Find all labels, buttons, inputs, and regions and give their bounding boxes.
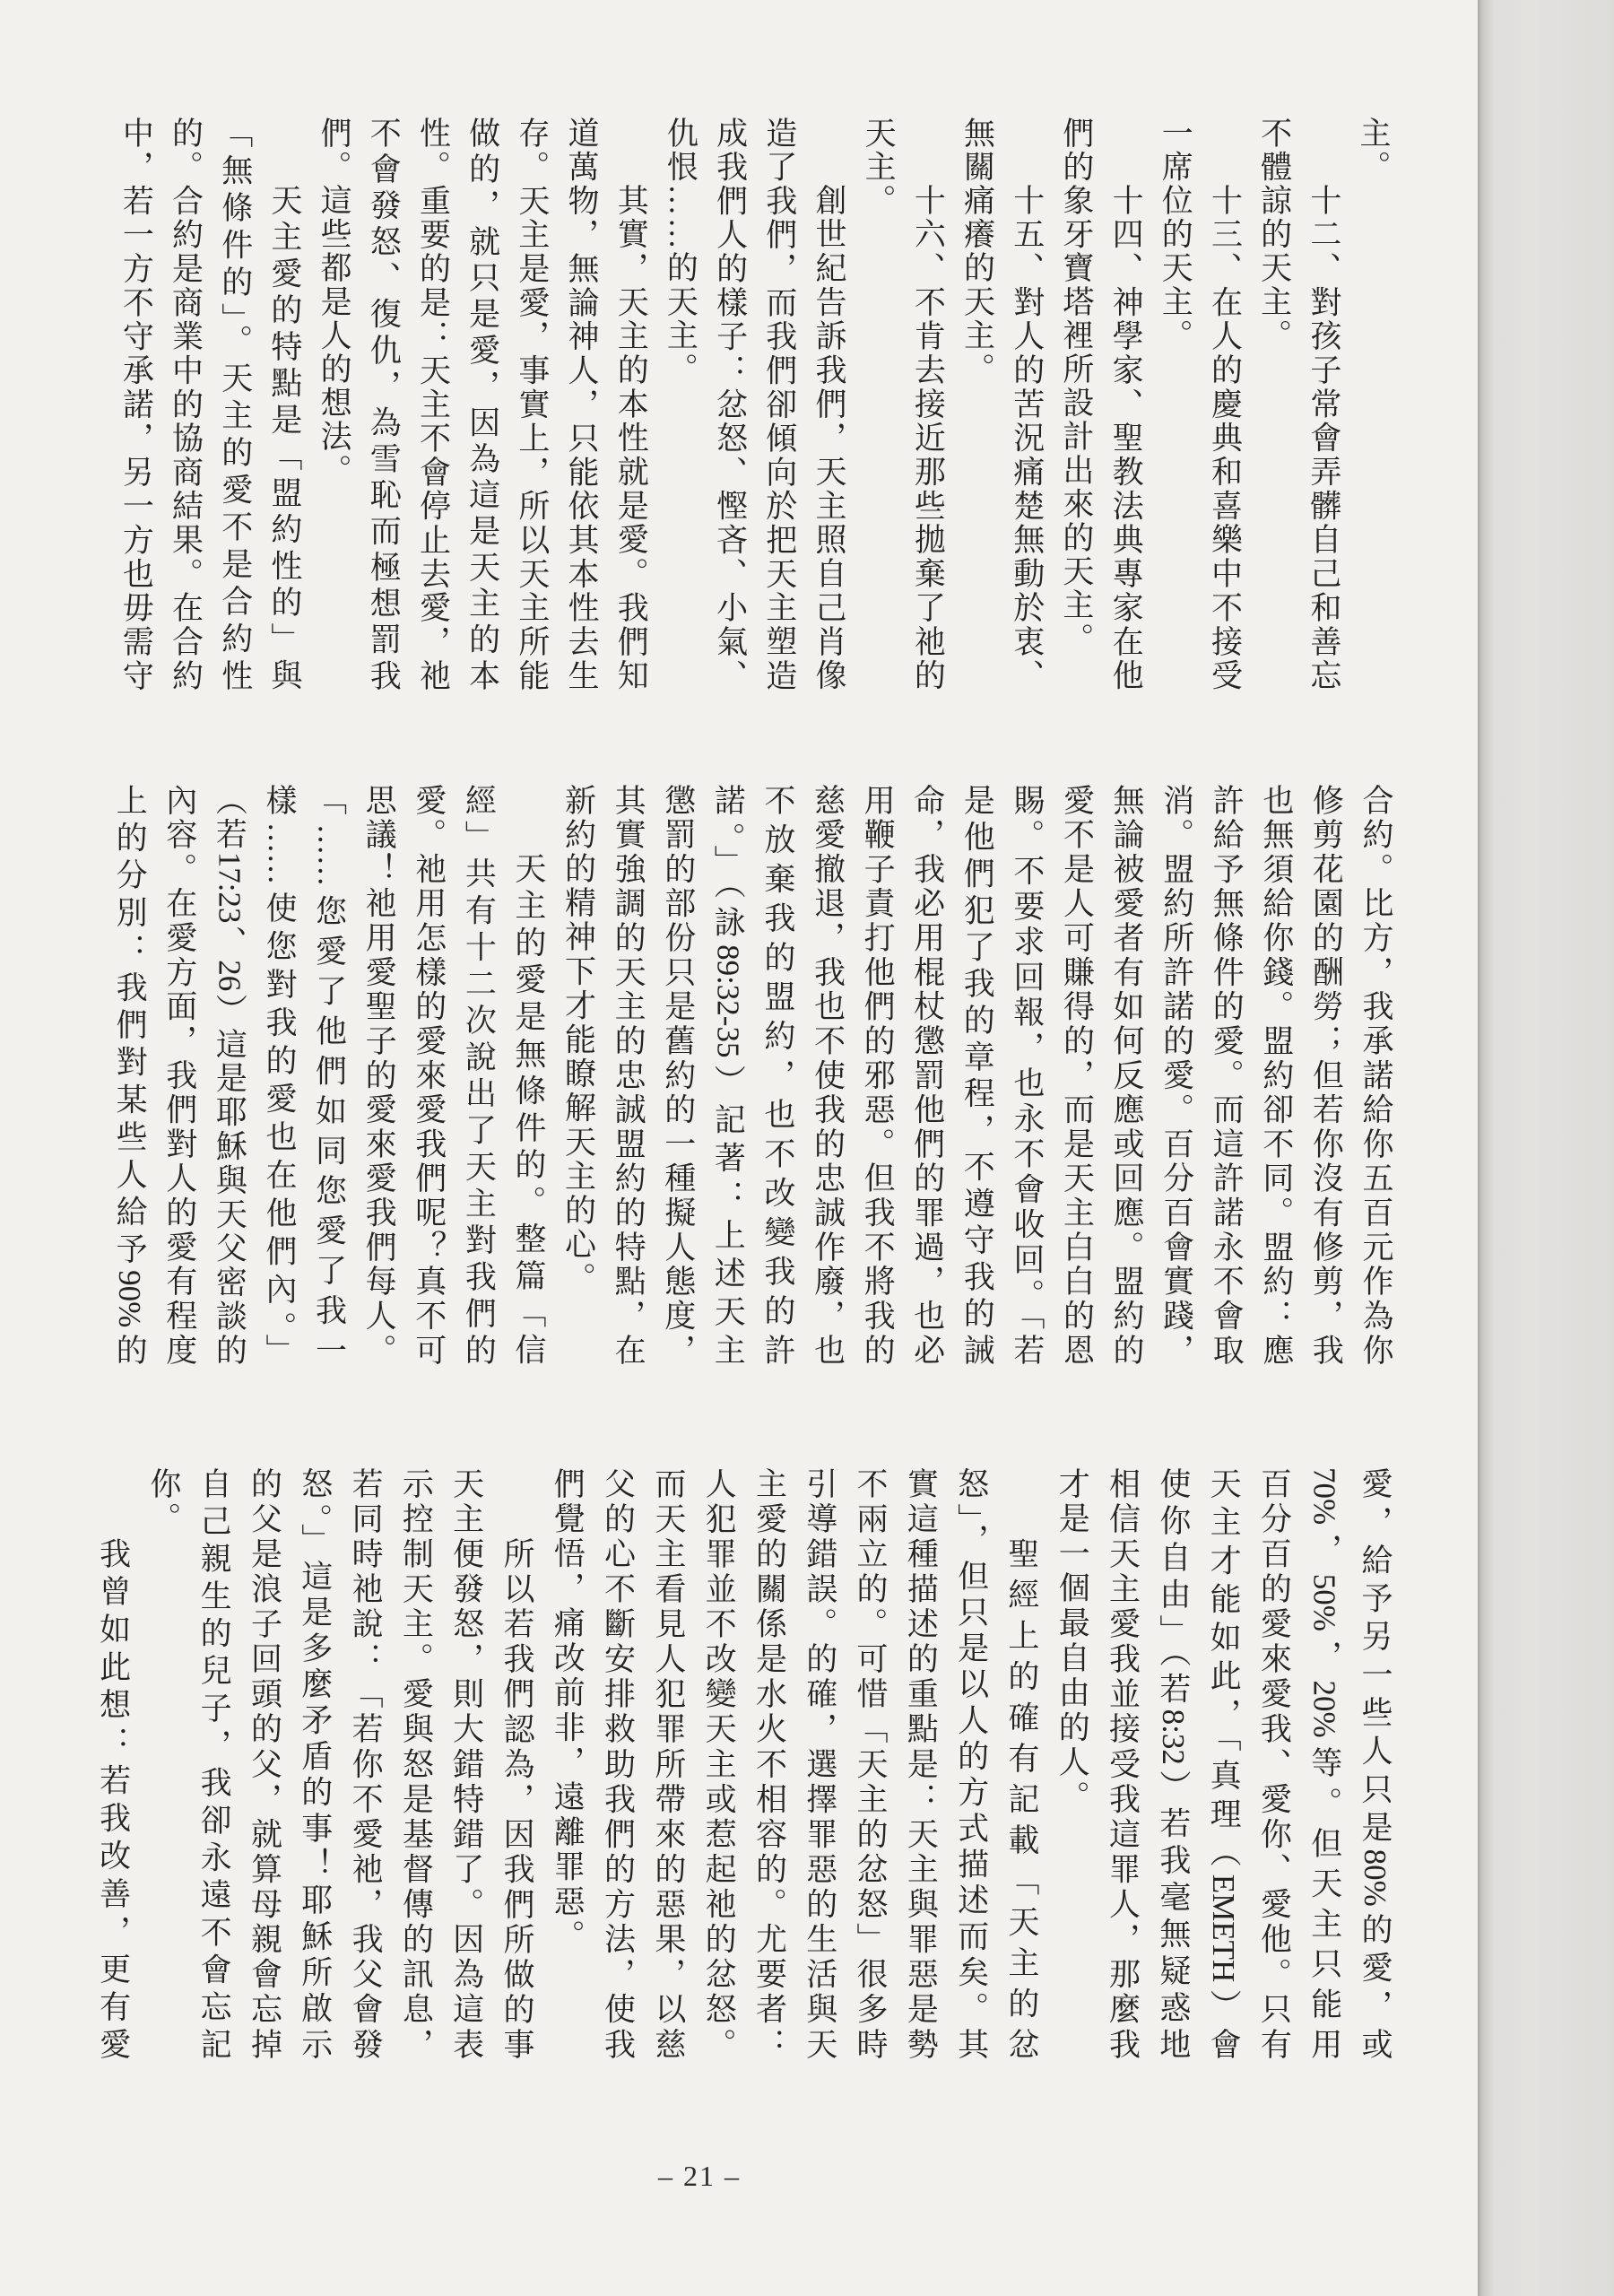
text-column: 無論被愛者有如何反應或回應。盟約的 xyxy=(1109,784,1145,1365)
text-column: 不兩立的。可惜「天主的忿怒」很多時 xyxy=(853,1467,889,2059)
text-column: 賜。不要求回報，也永不會收回。「若 xyxy=(1009,784,1045,1365)
text-column: 慈愛撤退，我也不使我的忠誠作廢，也 xyxy=(810,784,846,1365)
text-column: 70%，50%，20%等。但天主只能用 xyxy=(1306,1467,1342,2059)
text-column: 消。盟約所許諾的愛。百分百會實踐， xyxy=(1158,784,1194,1365)
text-column: 主。 xyxy=(1356,117,1391,185)
text-column: 聖經上的確有記載「天主的忿 xyxy=(1003,1536,1039,2059)
text-column: 用鞭子責打他們的邪惡。但我不將我的 xyxy=(860,784,896,1365)
text-column: 天主。 xyxy=(861,117,897,218)
text-column: 懲罰的部份只是舊約的一種擬人態度， xyxy=(660,784,696,1365)
text-column: 造了我們，而我們卻傾向於把天主塑造 xyxy=(761,117,797,691)
text-column: 怒」，但只是以人的方式描述而矣。其 xyxy=(953,1467,989,2059)
text-column: 創世紀告訴我們，天主照自己肖像 xyxy=(811,184,846,691)
text-column: 而天主看見人犯罪所帶來的惡果，以慈 xyxy=(650,1467,686,2059)
text-column: 你。 xyxy=(145,1467,181,1537)
text-column: 愛。祂用怎樣的愛來愛我們呢？真不可 xyxy=(411,784,447,1365)
text-column: 新約的精神下才能瞭解天主的心。 xyxy=(560,784,596,1297)
text-column: 一席位的天主。 xyxy=(1158,117,1193,353)
text-column: （若17:23、26）這是耶穌與天父密談的 xyxy=(212,784,247,1365)
text-column: 人犯罪並不改變天主或惹起祂的忿怒。 xyxy=(701,1467,737,2059)
text-column: 若同時祂說：「若你不愛祂，我父會發 xyxy=(348,1467,384,2059)
text-column: 內容。在愛方面，我們對人的愛有程度 xyxy=(161,784,197,1365)
text-column: 經」共有十二次說出了天主對我們的 xyxy=(461,784,497,1365)
text-column: 們覺悟，痛改前非，遠離罪惡。 xyxy=(550,1467,586,1955)
text-column: 仇恨……的天主。 xyxy=(663,117,699,387)
text-column: 成我們人的樣子：忿怒、慳吝、小氣、 xyxy=(712,117,748,691)
text-band-middle xyxy=(104,784,1401,1365)
text-column: 合約。比方，我承諾給你五百元作為你 xyxy=(1358,784,1393,1365)
text-column: 愛，給予另一些人只是80%的愛，或 xyxy=(1358,1467,1393,2059)
text-column: 的。合約是商業中的協商結果。在合約 xyxy=(168,117,204,691)
scan-edge-shadow xyxy=(1478,0,1614,2296)
text-column: 引導錯誤。的確，選擇罪惡的生活與天 xyxy=(802,1467,837,2059)
text-column: 「無條件的」。天主的愛不是合約性 xyxy=(217,117,253,691)
text-column: 才是一個最自由的人。 xyxy=(1054,1467,1090,1815)
text-column: 中，若一方不守承諾，另一方也毋需守 xyxy=(118,117,154,691)
text-column: 思議！祂用愛聖子的愛來愛我們每人。 xyxy=(361,784,397,1365)
text-column: 是他們犯了我的章程，不遵守我的誡 xyxy=(959,784,995,1365)
text-column: 許給予無條件的愛。而這許諾永不會取 xyxy=(1209,784,1245,1365)
text-column: 十五、對人的苦況痛楚無動於衷、 xyxy=(1009,184,1045,691)
text-column: 存。天主是愛，事實上，所以天主所能 xyxy=(514,117,550,691)
text-column: 怒。」這是多麼矛盾的事！耶穌所啟示 xyxy=(297,1467,333,2059)
text-column: 們的象牙寶塔裡所設計出來的天主。 xyxy=(1058,117,1094,657)
text-band-top xyxy=(111,117,1398,691)
text-column: 十三、在人的慶典和喜樂中不接受 xyxy=(1207,184,1243,691)
text-column: 樣……使您對我的愛也在他們內。」 xyxy=(261,784,297,1365)
text-column: 天主愛的特點是「盟約性的」與 xyxy=(266,184,302,691)
text-column: 十二、對孩子常會弄髒自己和善忘 xyxy=(1306,184,1341,691)
text-column: 百分百的愛來愛我、愛你、愛他。只有 xyxy=(1256,1467,1292,2059)
text-column: 不體諒的天主。 xyxy=(1256,117,1292,353)
text-column: 也無須給你錢。盟約卻不同。盟約：應 xyxy=(1258,784,1294,1365)
text-column: 修剪花園的酬勞；但若你沒有修剪，我 xyxy=(1308,784,1344,1365)
text-column: 道萬物，無論神人，只能依其本性去生 xyxy=(564,117,599,691)
text-column: 父的心不斷安排救助我們的方法，使我 xyxy=(600,1467,636,2059)
text-column: 諾。」（詠89:32-35）記著：上述天主 xyxy=(710,784,746,1365)
text-column: 愛不是人可賺得的，而是天主白白的恩 xyxy=(1059,784,1095,1365)
page-number: – 21 – xyxy=(658,2160,741,2192)
text-column: 無關痛癢的天主。 xyxy=(959,117,995,387)
text-column: 不會發怒、復仇，為雪恥而極想罰我 xyxy=(366,117,402,691)
text-column: 天主才能如此，「真理（EMETH）會 xyxy=(1206,1467,1242,2059)
text-column: 其實，天主的本性就是愛。我們知 xyxy=(613,184,649,691)
text-column: 天主的愛是無條件的。整篇「信 xyxy=(510,852,546,1365)
text-column: 做的，就只是愛，因為這是天主的本 xyxy=(464,117,500,691)
text-column: 們。這些都是人的想法。 xyxy=(317,117,352,488)
text-column: 十六、不肯去接近那些拋棄了祂的 xyxy=(910,184,946,691)
text-column: 實這種描述的重點是：天主與罪惡是勢 xyxy=(903,1467,939,2059)
text-column: 示控制天主。愛與怒是基督傳的訊息， xyxy=(398,1467,434,2059)
text-column: 「……您愛了他們如同您愛了我一 xyxy=(311,784,347,1365)
text-column: 相信天主愛我並接受我這罪人，那麼我 xyxy=(1105,1467,1141,2059)
text-column: 天主便發怒，則大錯特錯了。因為這表 xyxy=(448,1467,484,2059)
text-column: 的父是浪子回頭的父，就算母親會忘掉 xyxy=(247,1467,282,2059)
text-column: 使你自由」（若8:32）若我毫無疑惑地 xyxy=(1155,1467,1191,2059)
text-column: 不放棄我的盟約，也不改變我的許 xyxy=(759,784,795,1365)
text-column: 十四、神學家、聖教法典專家在他 xyxy=(1108,184,1144,691)
text-column: 我曾如此想：若我改善，更有愛 xyxy=(95,1536,131,2059)
text-column: 自己親生的兒子，我卻永遠不會忘記 xyxy=(196,1467,232,2059)
text-column: 所以若我們認為，因我們所做的事 xyxy=(499,1536,534,2059)
text-column: 上的分別：我們對某些人給予90%的 xyxy=(112,784,148,1365)
text-band-bottom xyxy=(87,1467,1400,2059)
text-column: 主愛的關係是水火不相容的。尤要者： xyxy=(751,1467,787,2059)
text-column: 其實強調的天主的忠誠盟約的特點，在 xyxy=(611,784,646,1365)
text-column: 性。重要的是：天主不會停止去愛，祂 xyxy=(415,117,451,691)
text-column: 命，我必用棍杖懲罰他們的罪過，也必 xyxy=(909,784,945,1365)
